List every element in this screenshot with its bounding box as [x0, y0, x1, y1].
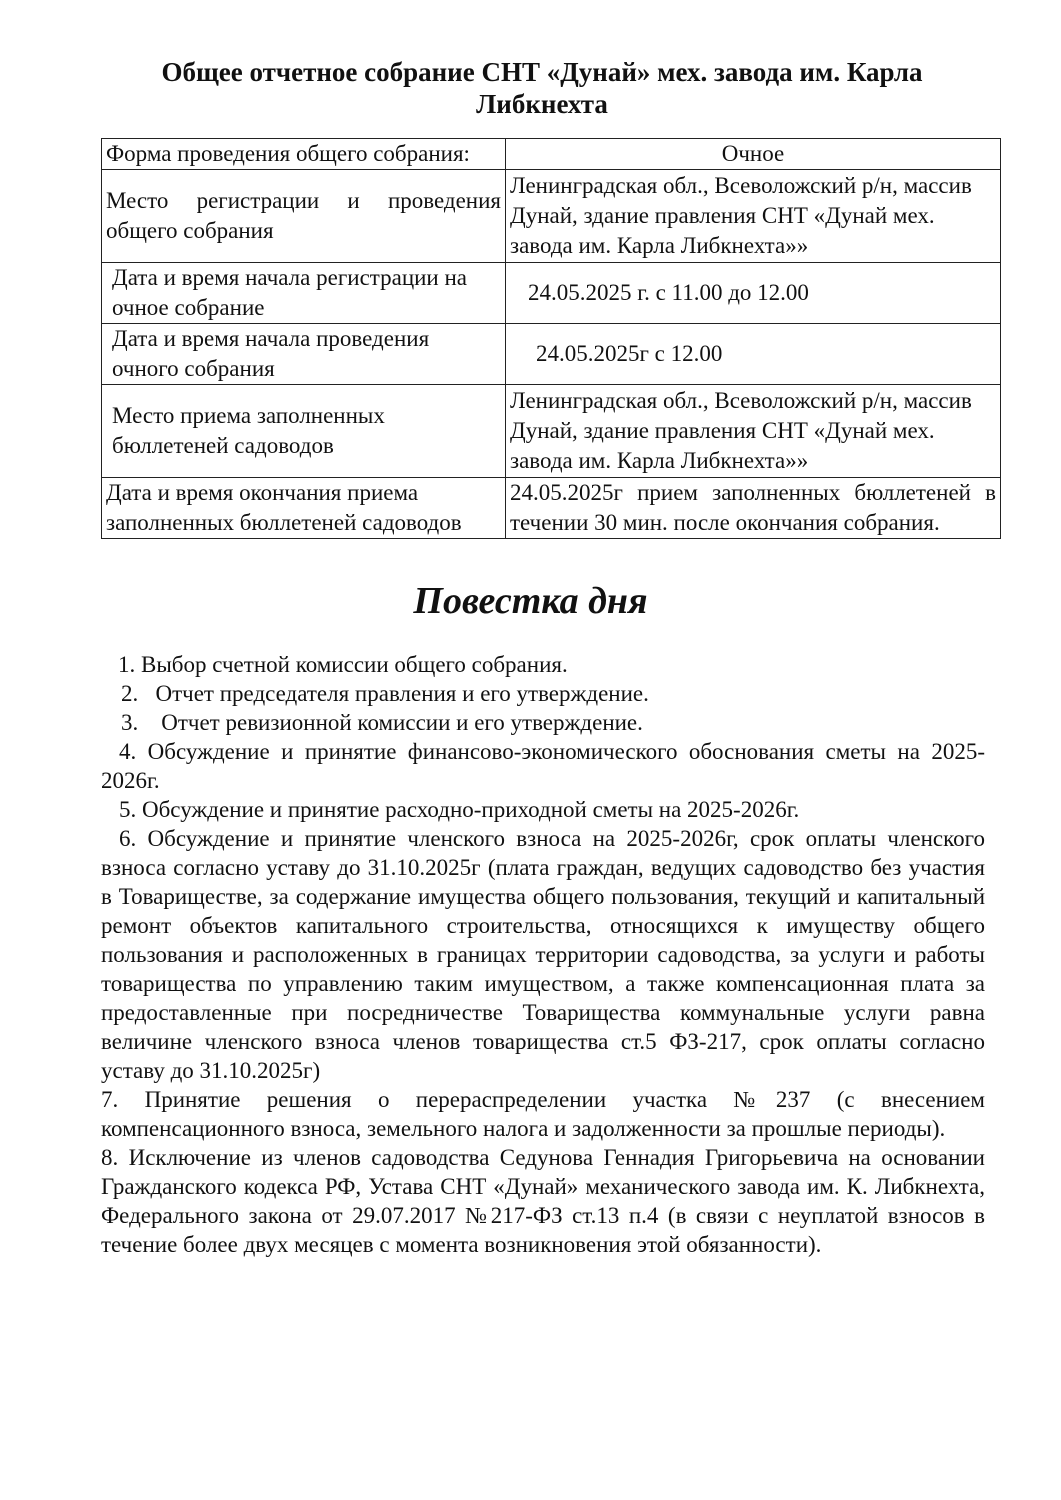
agenda-item: 6. Обсуждение и принятие членского взноса на 2025-2026г, срок оплаты членского взноса согласно уставу до 31.10.2025г (плата граждан, ведущих садоводство без участия в Товариществе, за содержание имущества общего пользования, текущий и капитальный ремонт объектов капитального строительства, относящихся к имуществу общего пользования и расположенных в границах территории садоводства, за услуги и работы товарищества по управлению таким имуществом, а также компенсационная плата за предоставленные при посредничестве Товарищества коммунальные услуги равна величине членского взноса членов товарищества ст.5 ФЗ-217, срок оплаты согласно уставу до 31.10.2025г): [101, 826, 985, 1083]
table-label-cell: Дата и время окончания приема заполненных бюллетеней садоводов: [102, 478, 506, 539]
meeting-info-table: [101, 138, 1001, 539]
table-value-cell: 24.05.2025 г. с 11.00 до 12.00: [506, 263, 1001, 324]
table-label-cell: Дата и время начала проведения очного собрания: [102, 324, 506, 385]
document-title: Общее отчетное собрание СНТ «Дунай» мех. завода им. Карла Либкнехта: [161, 57, 923, 119]
agenda-item: 7. Принятие решения о перераспределении участка №237 (с внесением компенсационного взноса, земельного налога и задолженности за прошлые периоды).: [101, 1087, 985, 1141]
table-label-cell: Форма проведения общего собрания:: [102, 139, 506, 170]
table-value-cell: Очное: [506, 139, 1001, 170]
agenda-item: 5. Обсуждение и принятие расходно-приходной сметы на 2025-2026г.: [119, 797, 800, 822]
table-row: [102, 139, 1001, 170]
agenda-item: 3. Отчет ревизионной комиссии и его утверждение.: [121, 710, 643, 735]
table-value-cell: Ленинградская обл., Всеволожский р/н, массив Дунай, здание правления СНТ «Дунай мех. завода им. Карла Либкнехта»»: [506, 385, 1001, 478]
agenda-item: 4. Обсуждение и принятие финансово-экономического обоснования сметы на 2025-2026г.: [101, 739, 985, 793]
table-label-cell: Место регистрации и проведения общего собрания: [102, 170, 506, 263]
table-row: [102, 170, 1001, 263]
table-row: [102, 385, 1001, 478]
table-value-cell: 24.05.2025г с 12.00: [506, 324, 1001, 385]
table-row: [102, 324, 1001, 385]
agenda-item: 8. Исключение из членов садоводства Седунова Геннадия Григорьевича на основании Гражданского кодекса РФ, Устава СНТ «Дунай» механического завода им. К. Либкнехта, Федерального закона от 29.07.2017 №217-ФЗ ст.13 п.4 (в связи с неуплатой взносов в течение более двух месяцев с момента возникновения этой обязанности).: [101, 1145, 985, 1257]
table-row: [102, 478, 1001, 539]
agenda-list: [101, 650, 985, 1259]
table-value-cell: Ленинградская обл., Всеволожский р/н, массив Дунай, здание правления СНТ «Дунай мех. завода им. Карла Либкнехта»»: [506, 170, 1001, 263]
agenda-heading: Повестка дня: [413, 580, 648, 622]
agenda-item: 1. Выбор счетной комиссии общего собрания.: [118, 652, 568, 677]
table-label-cell: Дата и время начала регистрации на очное собрание: [102, 263, 506, 324]
table-label-cell: Место приема заполненных бюллетеней садоводов: [102, 385, 506, 478]
table-row: [102, 263, 1001, 324]
table-value-cell: 24.05.2025г прием заполненных бюллетеней в течении 30 мин. после окончания собрания.: [506, 478, 1001, 539]
agenda-item: 2. Отчет председателя правления и его утверждение.: [121, 681, 649, 706]
